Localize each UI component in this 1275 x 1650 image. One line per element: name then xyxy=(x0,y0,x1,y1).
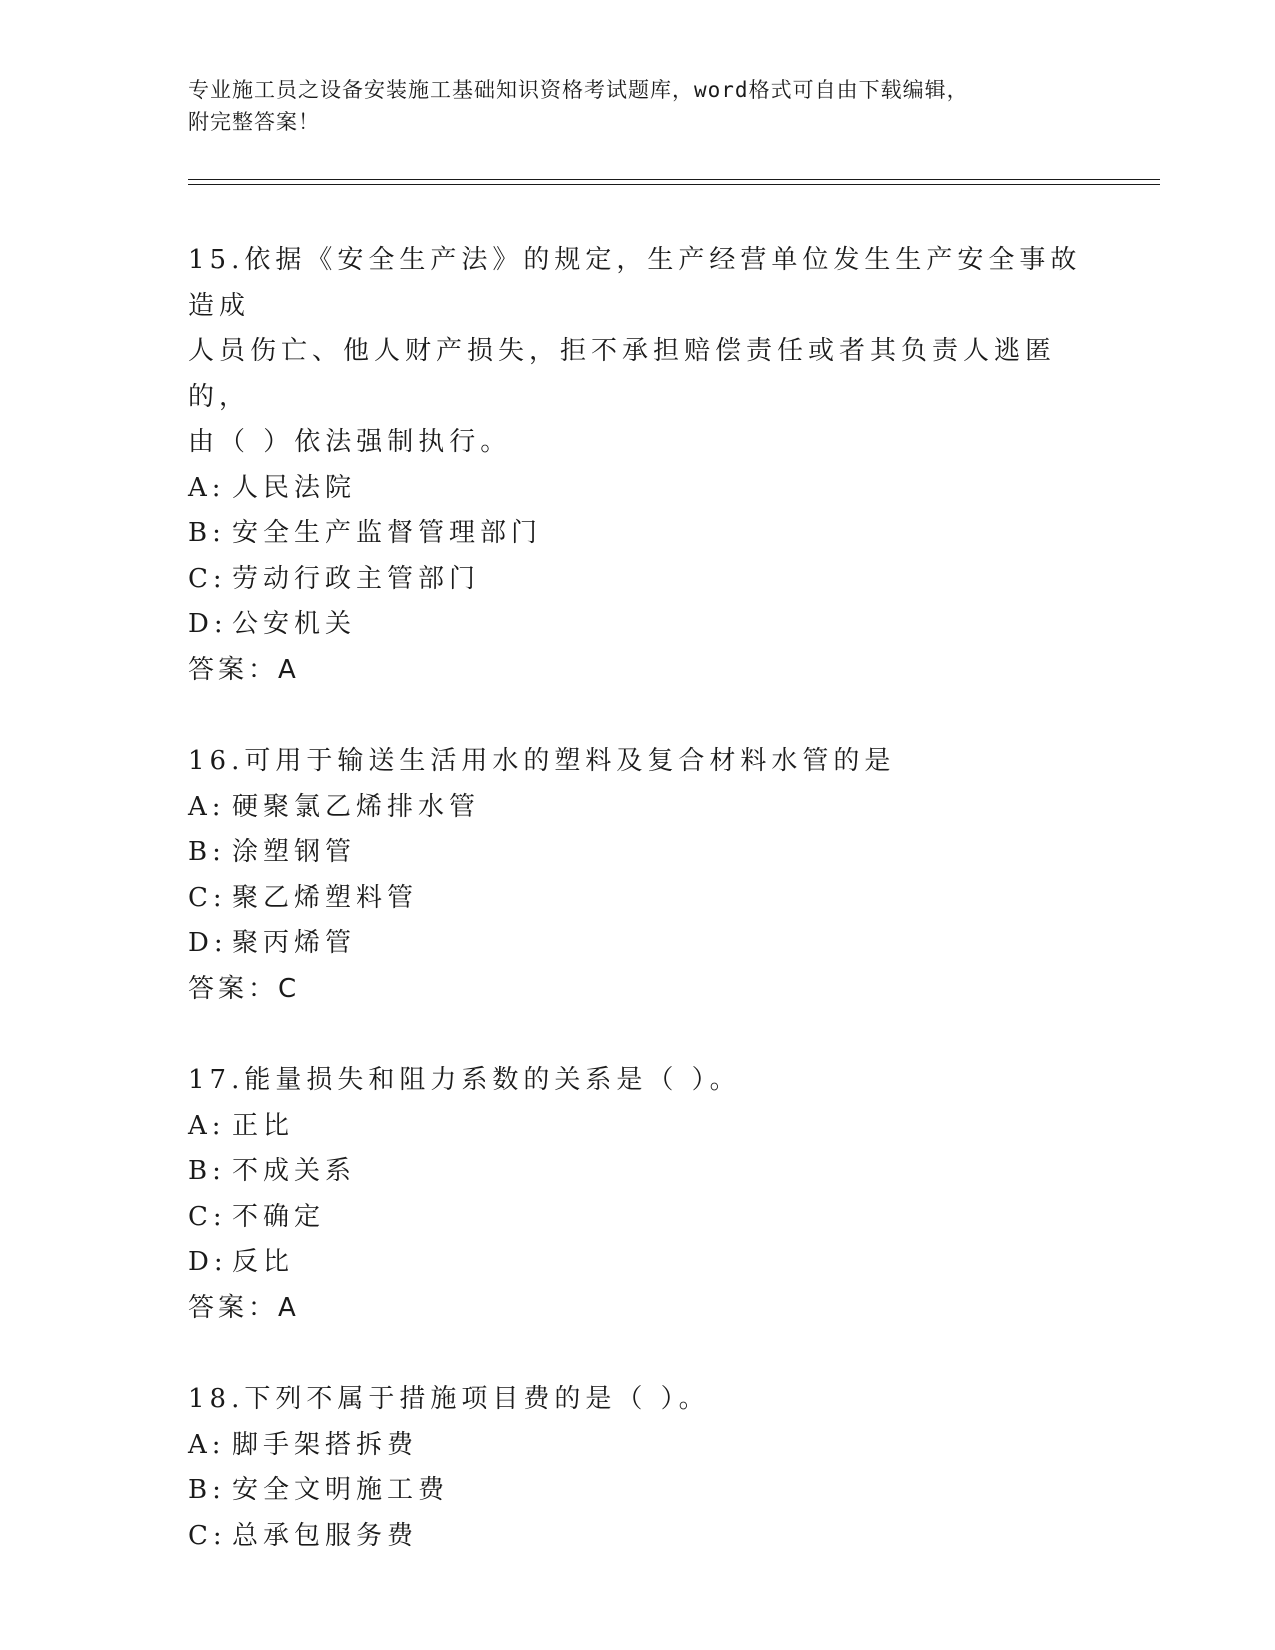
question-stem-line: 由（ ）依法强制执行。 xyxy=(188,427,512,457)
option-letter: B: xyxy=(188,837,226,867)
option-text: 不成关系 xyxy=(232,1156,357,1186)
option-d xyxy=(188,602,1088,648)
option-text: 反比 xyxy=(232,1247,295,1277)
option-text: 劳动行政主管部门 xyxy=(232,563,481,594)
option-text: 正比 xyxy=(232,1110,295,1141)
option-letter: C: xyxy=(188,882,227,913)
option-letter: C: xyxy=(188,1520,227,1551)
question-stem-line: 15.依据《安全生产法》的规定，生产经营单位发生生产安全事故造成 xyxy=(188,245,1082,321)
option-b xyxy=(188,511,1088,557)
option-text: 安全生产监督管理部门 xyxy=(232,518,543,548)
option-letter: D: xyxy=(188,1247,228,1277)
option-letter: B: xyxy=(188,1156,226,1186)
option-a xyxy=(188,1423,1088,1469)
option-a xyxy=(188,1104,1088,1150)
question-list xyxy=(188,238,1088,1605)
answer-line: 答案：C xyxy=(188,973,301,1004)
header-divider-top xyxy=(188,179,1160,180)
question-16 xyxy=(188,739,1088,1012)
option-text: 公安机关 xyxy=(232,609,357,639)
option-letter: A: xyxy=(188,472,226,503)
option-text: 安全文明施工费 xyxy=(232,1475,450,1505)
option-c xyxy=(188,1195,1088,1241)
option-letter: B: xyxy=(188,518,226,548)
option-a xyxy=(188,785,1088,831)
option-letter: A: xyxy=(188,1110,226,1141)
question-stem-line: 17.能量损失和阻力系数的关系是（ ）。 xyxy=(188,1065,741,1095)
option-d xyxy=(188,1240,1088,1286)
answer-line: 答案：A xyxy=(188,1292,300,1323)
question-18 xyxy=(188,1377,1088,1559)
option-b xyxy=(188,1468,1088,1514)
option-letter: C: xyxy=(188,563,227,594)
document-header xyxy=(188,74,1088,138)
header-divider-bottom xyxy=(188,184,1160,185)
header-line-2: 附完整答案！ xyxy=(188,110,320,134)
header-line-1: 专业施工员之设备安装施工基础知识资格考试题库，word格式可自由下载编辑， xyxy=(188,78,969,102)
question-stem-line: 18.下列不属于措施项目费的是（ ）。 xyxy=(188,1384,710,1414)
option-letter: D: xyxy=(188,609,228,639)
option-letter: D: xyxy=(188,928,228,958)
question-stem-line: 人员伤亡、他人财产损失，拒不承担赔偿责任或者其负责人逃匿的， xyxy=(188,336,1057,412)
option-a xyxy=(188,466,1088,512)
question-stem-line: 16.可用于输送生活用水的塑料及复合材料水管的是 xyxy=(188,746,896,776)
option-text: 不确定 xyxy=(232,1201,326,1232)
option-letter: C: xyxy=(188,1201,227,1232)
option-d xyxy=(188,921,1088,967)
option-text: 人民法院 xyxy=(232,472,357,503)
option-text: 硬聚氯乙烯排水管 xyxy=(232,791,481,822)
option-c xyxy=(188,876,1088,922)
option-c xyxy=(188,557,1088,603)
option-text: 聚丙烯管 xyxy=(232,928,357,958)
option-c xyxy=(188,1514,1088,1560)
option-text: 脚手架搭拆费 xyxy=(232,1429,419,1460)
answer-line: 答案：A xyxy=(188,654,300,685)
question-17 xyxy=(188,1058,1088,1331)
option-text: 总承包服务费 xyxy=(232,1520,419,1551)
option-b xyxy=(188,830,1088,876)
option-b xyxy=(188,1149,1088,1195)
option-text: 涂塑钢管 xyxy=(232,837,357,867)
option-text: 聚乙烯塑料管 xyxy=(232,882,419,913)
option-letter: A: xyxy=(188,791,226,822)
question-15 xyxy=(188,238,1088,693)
option-letter: A: xyxy=(188,1429,226,1460)
option-letter: B: xyxy=(188,1475,226,1505)
